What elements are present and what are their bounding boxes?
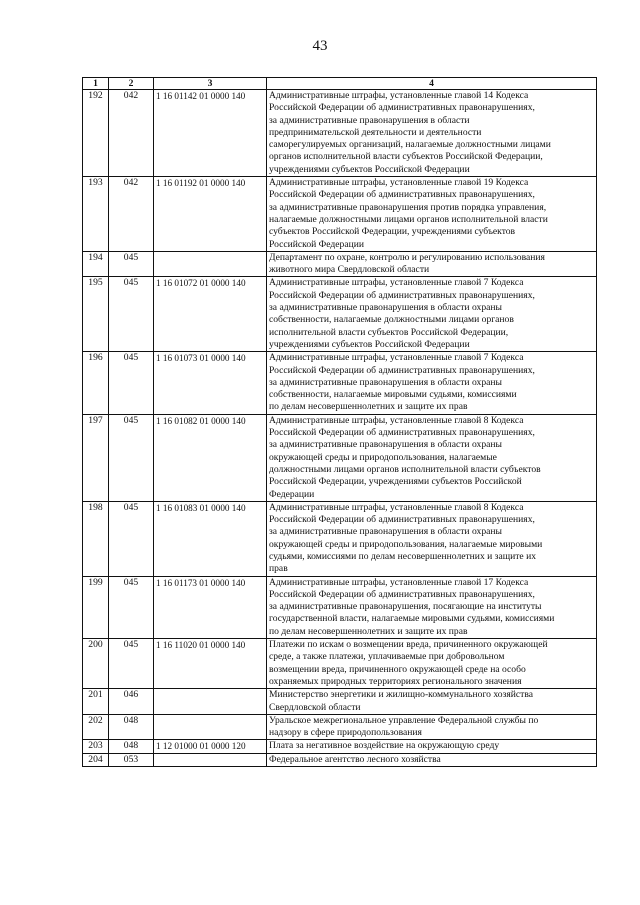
description-line: Платежи по искам о возмещении вреда, причиненного окружающей: [269, 639, 548, 651]
table-row: [83, 639, 597, 689]
description-line: за административные правонарушения в области охраны: [269, 439, 502, 451]
row-number: 198: [83, 501, 109, 576]
description-line: Свердловской области: [269, 701, 361, 713]
budget-class-code: [154, 714, 267, 740]
description-line: Российской Федерации об административных правонарушениях,: [269, 189, 535, 201]
description-line: Административные штрафы, установленные главой 8 Кодекса: [269, 414, 524, 426]
col-header-3: 3: [154, 78, 267, 90]
row-number: 194: [83, 251, 109, 277]
header-row: [83, 78, 597, 90]
admin-code: 045: [109, 639, 154, 689]
description-line: органов исполнительной власти субъектов Российской Федерации,: [269, 151, 543, 163]
description-line: Российской Федерации об административных правонарушениях,: [269, 427, 535, 439]
description-line: надзору в сфере природопользования: [269, 727, 422, 739]
description-line: налагаемые должностными лицами органов исполнительной власти: [269, 213, 548, 225]
description-line: должностными лицами органов исполнительной власти субъектов: [269, 463, 541, 475]
description-line: Российской Федерации об административных правонарушениях,: [269, 102, 535, 114]
description-line: прав: [269, 563, 288, 575]
description-line: судьями, комиссиями по делам несовершеннолетних и защите их: [269, 550, 537, 562]
page-number: 43: [312, 38, 328, 54]
description-line: Российской Федерации об административных правонарушениях,: [269, 588, 535, 600]
row-number: 193: [83, 177, 109, 252]
budget-class-code: 1 16 01192 01 0000 140: [154, 177, 267, 252]
row-number: 202: [83, 714, 109, 740]
description-line: за административные правонарушения в области охраны: [269, 302, 502, 314]
description-line: Российской Федерации: [269, 238, 364, 250]
description-line: животного мира Свердловской области: [269, 264, 430, 276]
description-line: исполнительной власти субъектов Российской Федерации,: [269, 326, 509, 338]
description: [267, 414, 597, 501]
description-line: Административные штрафы, установленные главой 14 Кодекса: [269, 90, 529, 101]
description: [267, 277, 597, 352]
description: [267, 90, 597, 177]
description-line: Департамент по охране, контролю и регулированию использования: [269, 251, 545, 263]
description: [267, 639, 597, 689]
description-line: учреждениями субъектов Российской Федерации: [269, 338, 470, 350]
description-line: собственности, налагаемые мировыми судьями, комиссиями: [269, 389, 517, 401]
description-line: Административные штрафы, установленные главой 7 Кодекса: [269, 352, 524, 364]
row-number: 199: [83, 576, 109, 638]
table-row: [83, 90, 597, 177]
description: [267, 753, 597, 766]
description-line: Федерации: [269, 488, 315, 500]
budget-class-code: 1 16 01072 01 0000 140: [154, 277, 267, 352]
description-line: Российской Федерации об административных правонарушениях,: [269, 364, 535, 376]
description-line: Плата за негативное воздействие на окружающую среду: [269, 740, 500, 752]
budget-class-code: 1 16 01083 01 0000 140: [154, 501, 267, 576]
description-line: Уральское межрегиональное управление Федеральной службы по: [269, 714, 539, 726]
description-line: государственной власти, налагаемые мировыми судьями, комиссиями: [269, 613, 555, 625]
description-line: по делам несовершеннолетних и защите их прав: [269, 401, 468, 413]
description-line: среде, а также платежи, уплачиваемые при добровольном: [269, 651, 505, 663]
description: [267, 177, 597, 252]
table-row: [83, 576, 597, 638]
description-line: субъектов Российской Федерации, учреждениями субъектов: [269, 226, 516, 238]
admin-code: 045: [109, 501, 154, 576]
row-number: 200: [83, 639, 109, 689]
row-number: 201: [83, 689, 109, 715]
table-row: [83, 277, 597, 352]
description-line: окружающей среды и природопользования, налагаемые: [269, 451, 497, 463]
description-line: по делам несовершеннолетних и защите их прав: [269, 625, 468, 637]
row-number: 203: [83, 740, 109, 753]
description: [267, 501, 597, 576]
description-line: Федеральное агентство лесного хозяйства: [269, 753, 441, 765]
row-number: 204: [83, 753, 109, 766]
budget-class-code: [154, 753, 267, 766]
description-line: Административные штрафы, установленные главой 8 Кодекса: [269, 501, 524, 513]
table-row: [83, 352, 597, 414]
row-number: 197: [83, 414, 109, 501]
budget-class-code: 1 16 11020 01 0000 140: [154, 639, 267, 689]
description-line: Российской Федерации, учреждениями субъектов Российской: [269, 476, 522, 488]
budget-class-code: 1 16 01142 01 0000 140: [154, 90, 267, 177]
admin-code: 046: [109, 689, 154, 715]
description-line: окружающей среды и природопользования, налагаемые мировыми: [269, 538, 543, 550]
admin-code: 045: [109, 414, 154, 501]
document-table: [82, 77, 597, 767]
description-line: за административные правонарушения в области охраны: [269, 376, 502, 388]
budget-class-code: 1 16 01073 01 0000 140: [154, 352, 267, 414]
budget-class-code: 1 16 01082 01 0000 140: [154, 414, 267, 501]
table-row: [83, 740, 597, 753]
table-row: [83, 414, 597, 501]
description-line: Административные штрафы, установленные главой 19 Кодекса: [269, 177, 529, 189]
description-line: возмещении вреда, причиненного окружающей среде на особо: [269, 663, 526, 675]
admin-code: 048: [109, 714, 154, 740]
description-line: Российской Федерации об административных правонарушениях,: [269, 289, 535, 301]
admin-code: 045: [109, 576, 154, 638]
admin-code: 048: [109, 740, 154, 753]
budget-class-code: 1 12 01000 01 0000 120: [154, 740, 267, 753]
description-line: за административные правонарушения в области охраны: [269, 526, 502, 538]
description-line: за административные правонарушения в области: [269, 114, 470, 126]
description: [267, 714, 597, 740]
description: [267, 740, 597, 753]
table-row: [83, 501, 597, 576]
description-line: Министерство энергетики и жилищно-коммунального хозяйства: [269, 689, 534, 701]
budget-class-code: [154, 689, 267, 715]
description-line: охраняемых природных территориях регионального значения: [269, 675, 522, 687]
row-number: 192: [83, 90, 109, 177]
col-header-2: 2: [109, 78, 154, 90]
description-line: собственности, налагаемые должностными лицами органов: [269, 314, 514, 326]
table-row: [83, 251, 597, 277]
row-number: 195: [83, 277, 109, 352]
table-body: [83, 90, 597, 767]
description-line: учреждениями субъектов Российской Федерации: [269, 163, 470, 175]
description: [267, 251, 597, 277]
description-line: Административные штрафы, установленные главой 17 Кодекса: [269, 576, 529, 588]
description-line: за административные правонарушения, посягающие на институты: [269, 601, 542, 613]
admin-code: 045: [109, 277, 154, 352]
budget-class-code: 1 16 01173 01 0000 140: [154, 576, 267, 638]
description-line: Административные штрафы, установленные главой 7 Кодекса: [269, 277, 524, 289]
table-row: [83, 177, 597, 252]
description-line: Российской Федерации об административных правонарушениях,: [269, 514, 535, 526]
description: [267, 576, 597, 638]
admin-code: 042: [109, 90, 154, 177]
description: [267, 352, 597, 414]
budget-class-code: [154, 251, 267, 277]
table-row: [83, 714, 597, 740]
col-header-1: 1: [83, 78, 109, 90]
row-number: 196: [83, 352, 109, 414]
admin-code: 045: [109, 352, 154, 414]
col-header-4: 4: [267, 78, 597, 90]
description-line: за административные правонарушения против порядка управления,: [269, 201, 547, 213]
description-line: саморегулируемых организаций, налагаемые должностными лицами: [269, 139, 551, 151]
admin-code: 045: [109, 251, 154, 277]
description-line: предпринимательской деятельности и деятельности: [269, 126, 482, 138]
description: [267, 689, 597, 715]
admin-code: 053: [109, 753, 154, 766]
table-row: [83, 753, 597, 766]
admin-code: 042: [109, 177, 154, 252]
table-row: [83, 689, 597, 715]
